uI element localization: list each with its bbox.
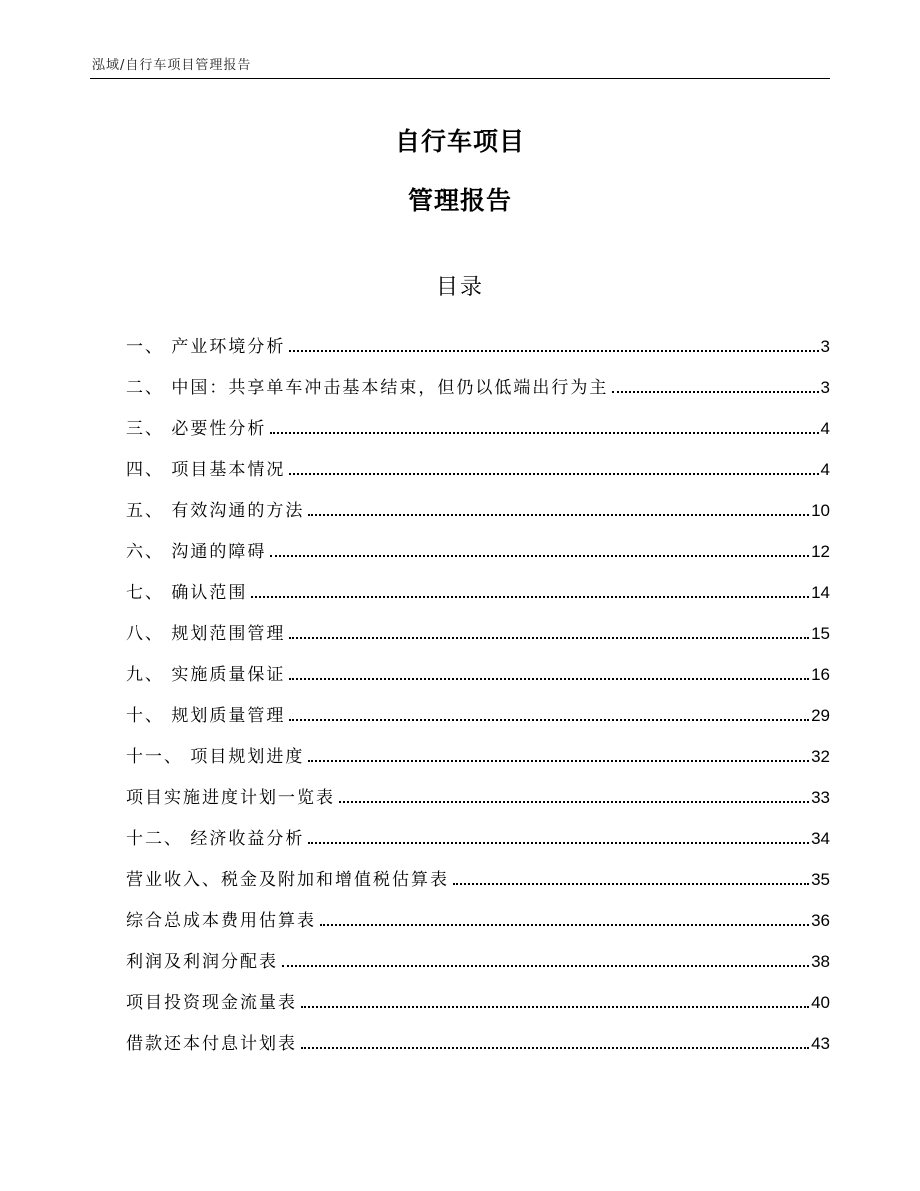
toc-entry[interactable] — [126, 566, 830, 607]
toc-entry-page-number: 10 — [811, 501, 830, 520]
toc-dot-leader — [301, 1047, 809, 1049]
toc-dot-leader — [289, 678, 809, 680]
toc-entry[interactable] — [126, 1017, 830, 1058]
toc-entry[interactable] — [126, 607, 830, 648]
toc-entry[interactable] — [126, 443, 830, 484]
toc-entry-page-number: 15 — [811, 624, 830, 643]
toc-entry-page-number: 14 — [811, 583, 830, 602]
toc-entry[interactable] — [126, 853, 830, 894]
toc-entry-label: 四、 项目基本情况 — [126, 460, 286, 480]
toc-dot-leader — [301, 1006, 809, 1008]
table-of-contents — [126, 320, 830, 1058]
toc-dot-leader — [320, 924, 809, 926]
toc-dot-leader — [251, 596, 809, 598]
toc-entry[interactable] — [126, 484, 830, 525]
toc-entry-page-number: 35 — [811, 870, 830, 889]
toc-dot-leader — [270, 555, 809, 557]
toc-entry-label: 八、 规划范围管理 — [126, 624, 286, 644]
toc-entry-label: 借款还本付息计划表 — [126, 1034, 297, 1054]
toc-entry-page-number: 4 — [820, 460, 830, 479]
toc-entry-label: 营业收入、税金及附加和增值税估算表 — [126, 870, 449, 890]
page-header: 泓域/自行车项目管理报告 — [92, 58, 252, 73]
toc-entry-label: 综合总成本费用估算表 — [126, 911, 316, 931]
toc-entry-label: 七、 确认范围 — [126, 583, 248, 603]
toc-entry-label: 九、 实施质量保证 — [126, 665, 286, 685]
toc-dot-leader — [612, 391, 818, 393]
toc-entry-page-number: 43 — [811, 1034, 830, 1053]
toc-entry-page-number: 34 — [811, 829, 830, 848]
toc-entry[interactable] — [126, 689, 830, 730]
toc-entry-label: 十一、 项目规划进度 — [126, 747, 305, 767]
toc-entry-page-number: 4 — [820, 419, 830, 438]
toc-entry-page-number: 36 — [811, 911, 830, 930]
toc-dot-leader — [289, 473, 818, 475]
toc-dot-leader — [289, 637, 809, 639]
toc-entry[interactable] — [126, 730, 830, 771]
toc-entry-label: 五、 有效沟通的方法 — [126, 501, 305, 521]
toc-entry-page-number: 38 — [811, 952, 830, 971]
toc-entry-page-number: 32 — [811, 747, 830, 766]
toc-entry[interactable] — [126, 894, 830, 935]
toc-entry-label: 项目实施进度计划一览表 — [126, 788, 335, 808]
toc-entry-page-number: 40 — [811, 993, 830, 1012]
toc-entry-label: 十、 规划质量管理 — [126, 706, 286, 726]
toc-entry-page-number: 33 — [811, 788, 830, 807]
toc-entry[interactable] — [126, 771, 830, 812]
toc-entry[interactable] — [126, 525, 830, 566]
toc-dot-leader — [453, 883, 809, 885]
toc-entry[interactable] — [126, 812, 830, 853]
toc-dot-leader — [308, 514, 809, 516]
toc-entry-label: 一、 产业环境分析 — [126, 337, 286, 357]
toc-entry-page-number: 3 — [820, 337, 830, 356]
document-title-line-1: 自行车项目 — [394, 127, 525, 156]
header-divider — [90, 78, 830, 79]
toc-entry-page-number: 3 — [820, 378, 830, 397]
toc-entry[interactable] — [126, 976, 830, 1017]
toc-dot-leader — [282, 965, 809, 967]
toc-heading: 目录 — [435, 275, 484, 300]
toc-entry[interactable] — [126, 402, 830, 443]
toc-entry[interactable] — [126, 320, 830, 361]
toc-entry-page-number: 16 — [811, 665, 830, 684]
toc-entry-label: 十二、 经济收益分析 — [126, 829, 305, 849]
document-title-line-2: 管理报告 — [407, 186, 512, 215]
toc-dot-leader — [289, 350, 818, 352]
toc-entry-label: 六、 沟通的障碍 — [126, 542, 267, 562]
toc-dot-leader — [308, 760, 809, 762]
toc-dot-leader — [308, 842, 809, 844]
toc-entry[interactable] — [126, 648, 830, 689]
toc-entry-label: 项目投资现金流量表 — [126, 993, 297, 1013]
toc-entry-label: 利润及利润分配表 — [126, 952, 278, 972]
toc-entry-label: 二、 中国：共享单车冲击基本结束，但仍以低端出行为主 — [126, 378, 609, 398]
toc-entry-page-number: 12 — [811, 542, 830, 561]
toc-entry-label: 三、 必要性分析 — [126, 419, 267, 439]
toc-dot-leader — [270, 432, 818, 434]
toc-dot-leader — [339, 801, 809, 803]
toc-entry[interactable] — [126, 361, 830, 402]
toc-entry-page-number: 29 — [811, 706, 830, 725]
toc-dot-leader — [289, 719, 809, 721]
toc-entry[interactable] — [126, 935, 830, 976]
